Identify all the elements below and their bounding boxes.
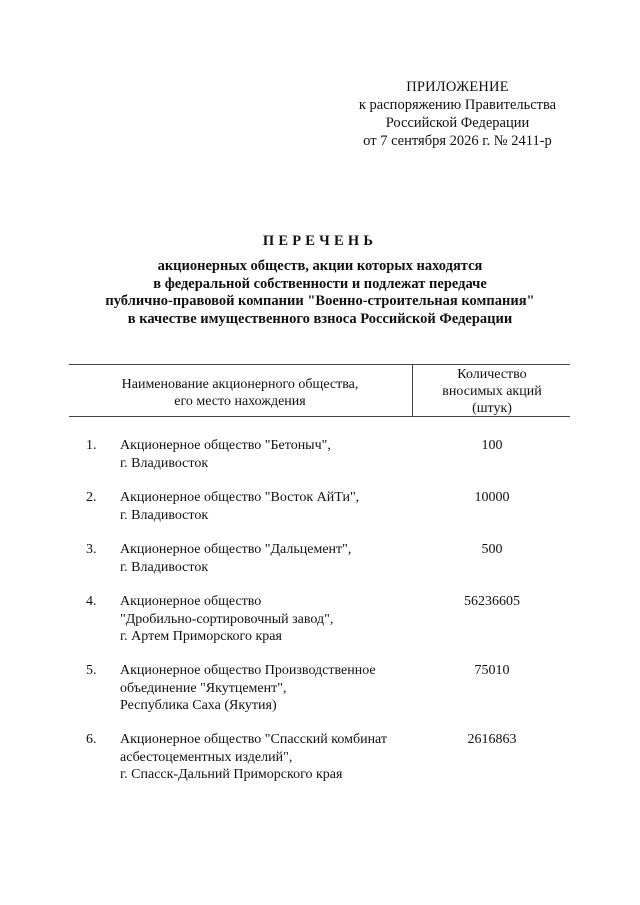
subtitle-line-3: публично-правовой компании "Военно-строительная компания" xyxy=(105,293,535,309)
row-number: 2. xyxy=(86,490,97,505)
appendix-line-3: от 7 сентября 2026 г. № 2411-р xyxy=(363,133,552,149)
column-header-quantity-line-3: (штук) xyxy=(472,401,512,416)
company-location: г. Владивосток xyxy=(120,507,209,523)
table-top-rule xyxy=(69,364,570,365)
row-number: 5. xyxy=(86,663,97,678)
company-location: Республика Саха (Якутия) xyxy=(120,698,277,713)
company-name xyxy=(120,489,415,524)
document-title: ПЕРЕЧЕНЬ xyxy=(262,233,378,249)
appendix-line-1: к распоряжению Правительства xyxy=(358,97,557,113)
row-number: 1. xyxy=(86,438,97,453)
company-name-line: Акционерное общество "Восток АйТи", xyxy=(120,490,360,505)
share-quantity: 500 xyxy=(481,542,503,557)
subtitle-line-1: акционерных обществ, акции которых находятся xyxy=(157,258,483,274)
share-quantity: 10000 xyxy=(474,490,510,505)
subtitle-line-2: в федеральной собственности и подлежат передаче xyxy=(153,275,487,292)
company-name-line: Акционерное общество "Дальцемент", xyxy=(120,542,352,557)
company-name-line: Акционерное общество xyxy=(120,594,262,609)
share-quantity: 100 xyxy=(481,438,503,453)
company-name xyxy=(120,731,415,784)
share-quantity: 75010 xyxy=(474,663,510,678)
row-number: 3. xyxy=(86,542,97,557)
company-name-line: объединение "Якутцемент", xyxy=(120,680,287,696)
column-header-name xyxy=(70,376,410,410)
company-location: г. Артем Приморского края xyxy=(120,629,282,644)
column-header-quantity-line-2: вносимых акций xyxy=(442,384,542,399)
row-number: 4. xyxy=(86,594,97,609)
company-name-line: Акционерное общество "Спасский комбинат xyxy=(120,732,388,747)
company-name xyxy=(120,437,415,472)
subtitle-line-4: в качестве имущественного взноса Российской Федерации xyxy=(127,310,513,327)
appendix-label: ПРИЛОЖЕНИЕ xyxy=(406,79,509,95)
company-location: г. Спасск-Дальний Приморского края xyxy=(120,767,343,782)
column-header-name-line-2: его место нахождения xyxy=(174,394,306,409)
company-location: г. Владивосток xyxy=(120,455,209,471)
column-header-name-line-1: Наименование акционерного общества, xyxy=(121,377,359,392)
appendix-header xyxy=(330,78,585,150)
table-column-divider xyxy=(412,364,413,416)
column-header-quantity xyxy=(414,366,570,417)
appendix-line-2: Российской Федерации xyxy=(385,115,530,131)
share-quantity: 56236605 xyxy=(464,594,520,609)
share-quantity: 2616863 xyxy=(467,732,517,747)
company-location: г. Владивосток xyxy=(120,559,209,575)
row-number: 6. xyxy=(86,732,97,747)
company-name xyxy=(120,593,415,646)
company-name-line: Акционерное общество "Бетоныч", xyxy=(120,438,331,453)
company-name-line: асбестоцементных изделий", xyxy=(120,749,293,765)
company-name-line: Акционерное общество Производственное xyxy=(120,663,376,678)
company-name xyxy=(120,662,415,715)
company-name-line: "Дробильно-сортировочный завод", xyxy=(120,611,334,627)
company-name xyxy=(120,541,415,576)
column-header-quantity-line-1: Количество xyxy=(457,367,527,382)
document-subtitle xyxy=(60,258,580,328)
